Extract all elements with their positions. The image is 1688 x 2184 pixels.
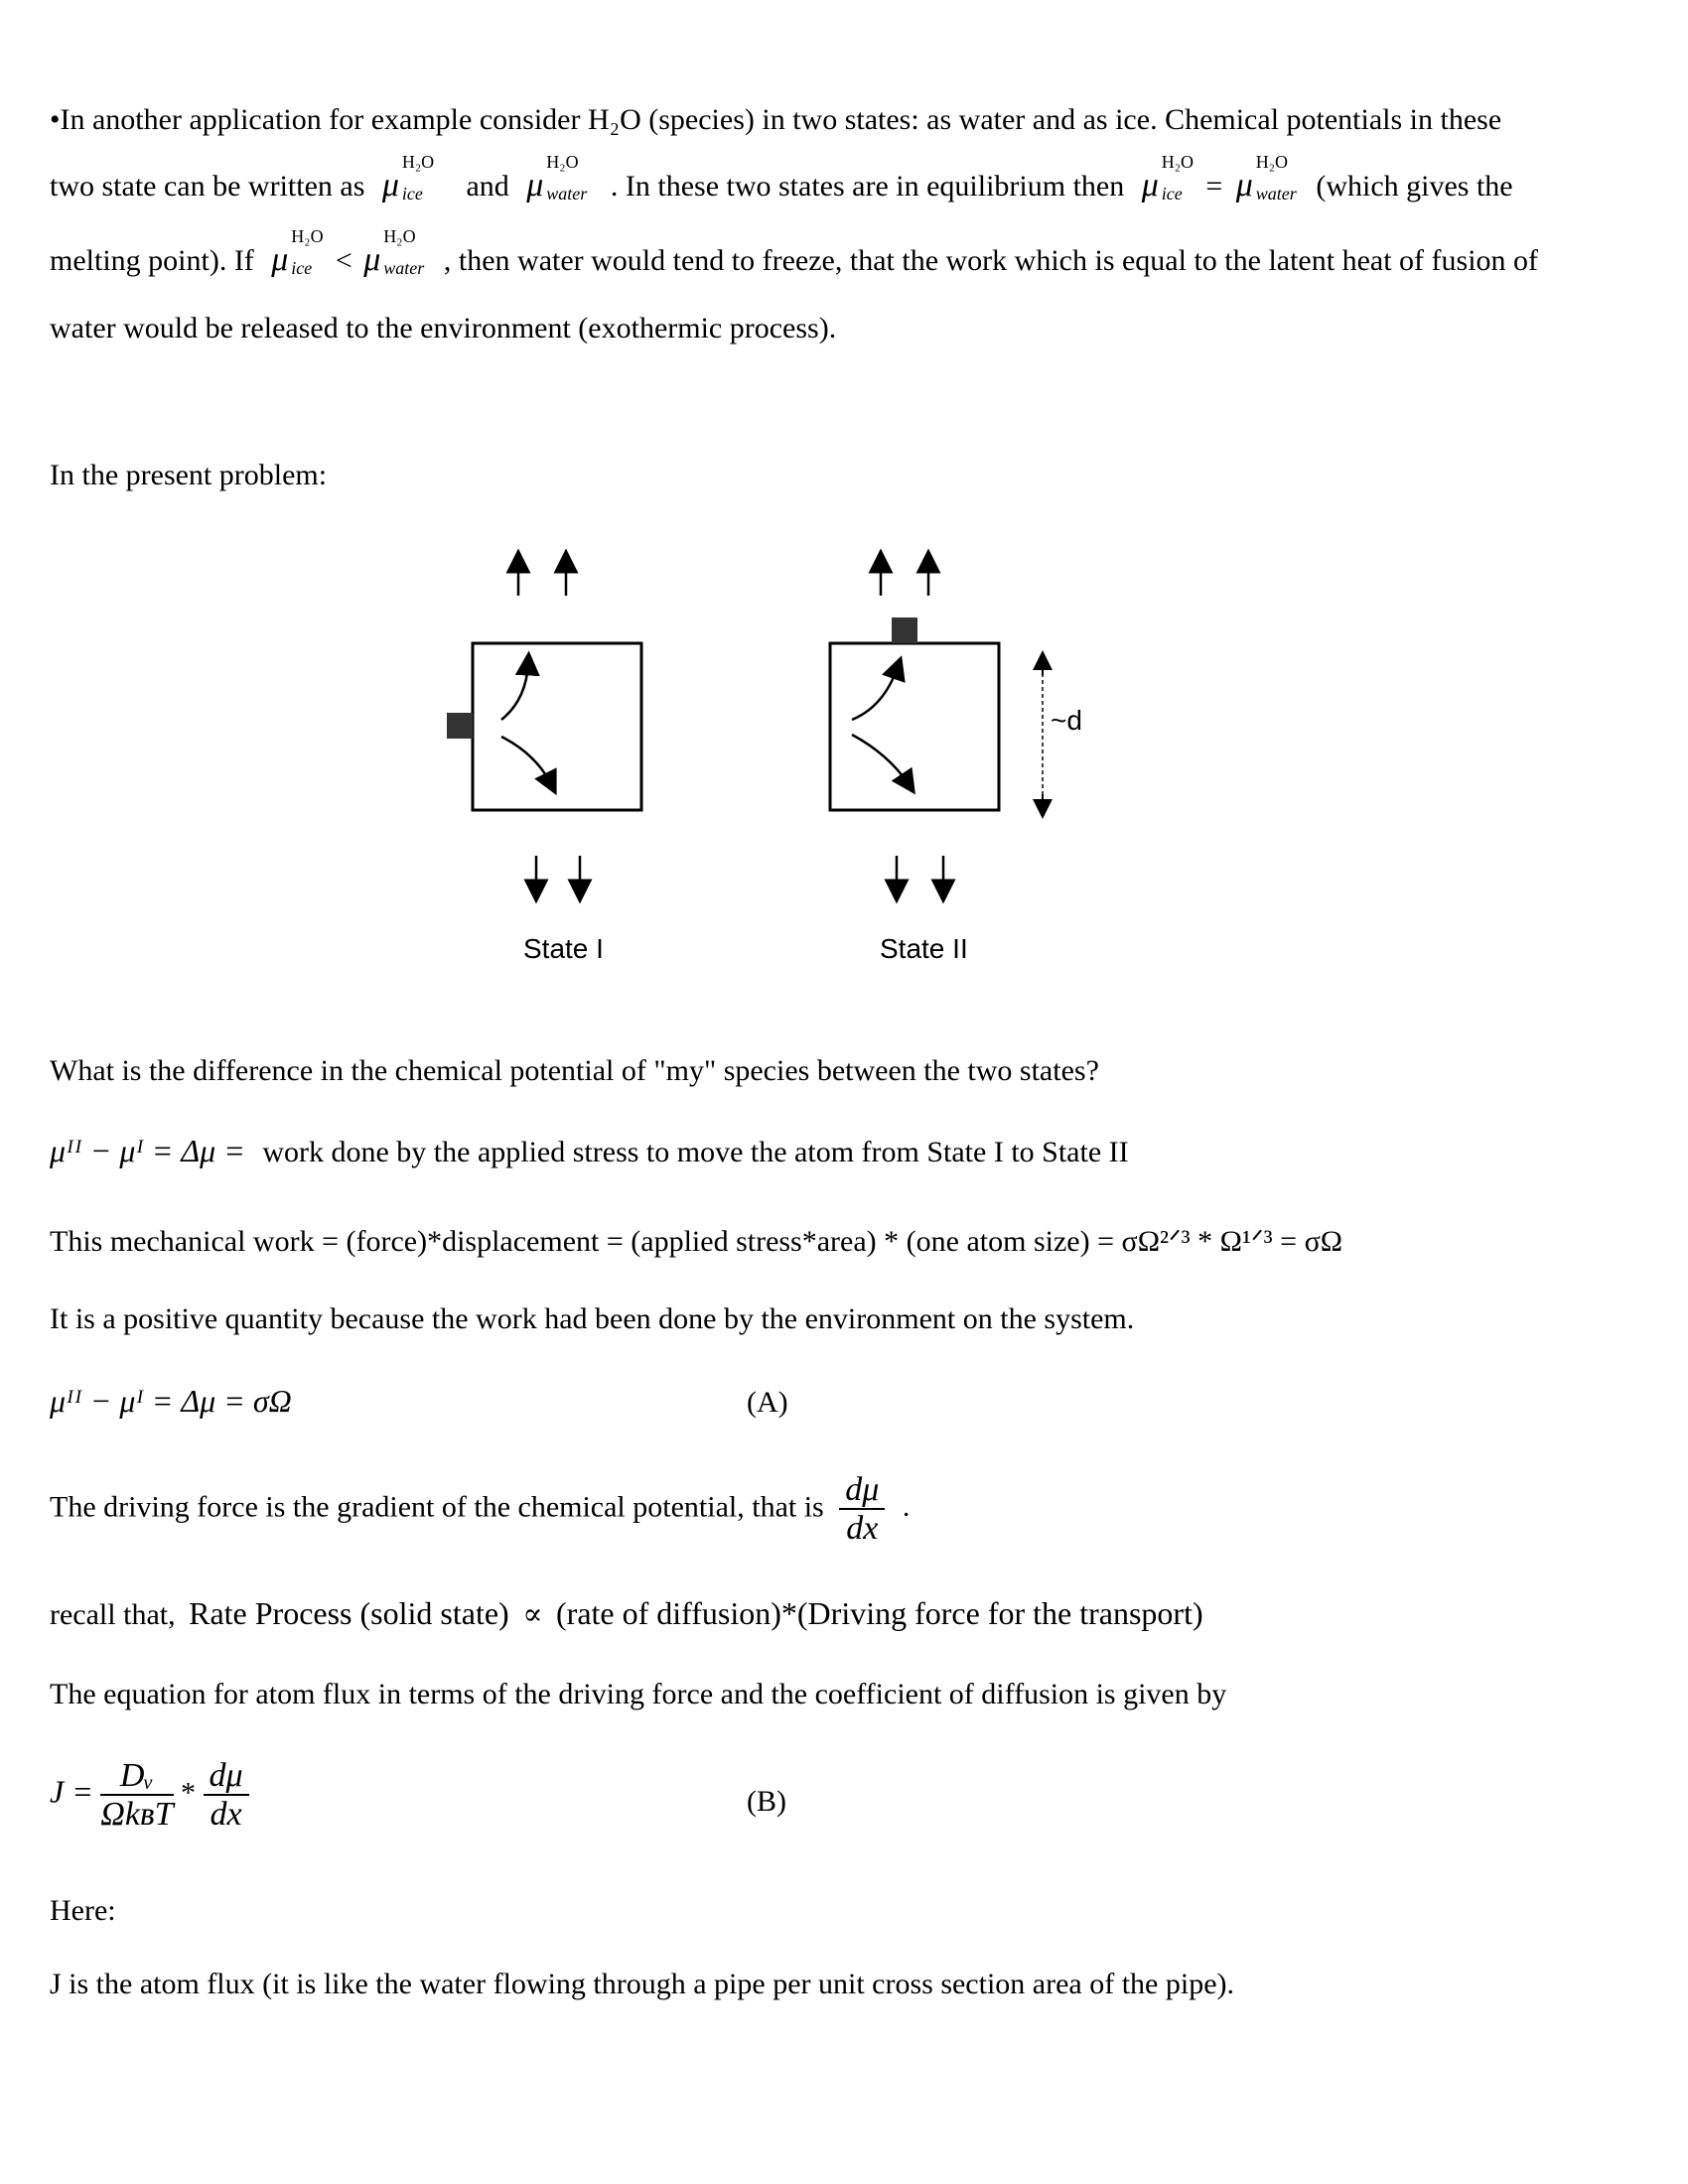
present-problem: In the present problem: — [50, 459, 328, 491]
mu-water-symbol: μ H₂O water — [526, 152, 588, 204]
eqA-tag: (A) — [747, 1386, 788, 1419]
here-label: Here: — [50, 1894, 116, 1927]
driving-text: The driving force is the gradient of the chemical potential, that is — [50, 1490, 824, 1524]
state1-label: State I — [523, 933, 604, 964]
para1-line1: •In another application for example consider H₂O (species) in two states: as water and as ice. Chemical potentials in these — [50, 103, 1502, 136]
curved-arrow-icon — [852, 735, 909, 784]
para1-line3: melting point). If μ H₂O ice < μ H₂O water , then water would tend to freeze, that the work which is equal to the latent heat of fusion of — [50, 226, 1539, 278]
question: What is the difference in the chemical potential of "my" species between the two states? — [50, 1054, 1099, 1087]
positive-line: It is a positive quantity because the work had been done by the environment on the system. — [50, 1302, 1135, 1335]
mu-ice-symbol: μ H₂O ice — [381, 152, 435, 204]
curved-arrow-icon — [501, 663, 528, 720]
curved-arrow-icon — [852, 667, 898, 720]
mu-ice-sub: ice — [401, 184, 423, 204]
eq1-lhs: μᴵᴵ − μᴵ = Δμ = — [50, 1133, 245, 1168]
curved-arrow-icon — [501, 737, 551, 784]
eqA — [50, 1384, 292, 1419]
mu-ice-eq: μ H₂O ice — [1141, 152, 1195, 204]
mu-water-eq: μ H₂O water — [1235, 152, 1297, 204]
state1-box-group — [447, 561, 641, 891]
states-diagram — [0, 0, 1688, 993]
eqB-tag: (B) — [747, 1785, 786, 1818]
driving-line: The driving force is the gradient of the chemical potential, that is $\frac{d\mu}{dx}$ . — [50, 1471, 911, 1548]
eqB: J = $\frac{\text{Dᵥ}}{\text{ΩkʙT}}$ * $\frac{d\mu}{dx}$ — [50, 1757, 249, 1834]
state2-label: State II — [880, 933, 968, 964]
para1-line4: water would be released to the environment (exothermic process). — [50, 312, 837, 344]
mu-species-sup: H₂O — [401, 152, 435, 172]
para1-line2-pre: two state can be written as — [50, 170, 365, 203]
mu-water-lt: μ H₂O water — [363, 226, 425, 278]
atom-square-left — [447, 713, 473, 739]
dmu-dx-fraction: $\frac{d\mu}{dx}$ — [839, 1471, 885, 1548]
jdef: J is the atom flux (it is like the water flowing through a pipe per unit cross section area of the pipe). — [50, 1968, 1235, 2000]
proportional-symbol: ∝ — [522, 1598, 543, 1631]
atom-square-top — [892, 617, 917, 643]
para1-line2-post: (which gives the — [1316, 170, 1513, 203]
work-line — [50, 1225, 1342, 1258]
diffusion-fraction: $\frac{\text{Dᵥ}}{\text{ΩkʙT}}$ — [100, 1757, 174, 1834]
flux-intro: The equation for atom flux in terms of the driving force and the coefficient of diffusion is given by — [50, 1678, 1227, 1710]
eq1-rhs: work done by the applied stress to move the atom from State I to State II — [262, 1136, 1129, 1168]
state1-box — [473, 643, 641, 810]
gradient-fraction: $\frac{d\mu}{dx}$ — [204, 1757, 249, 1834]
work-formula: σΩ²ᐟ³ * Ω¹ᐟ³ = σΩ — [1121, 1225, 1343, 1258]
mu-ice-lt: μ H₂O ice — [271, 226, 324, 278]
work-text: This mechanical work = (force)*displacement = (applied stress*area) * (one atom size) = — [50, 1225, 1115, 1258]
state2-box — [830, 643, 999, 810]
para1-line2-and: and — [466, 170, 509, 203]
equals-sign: = — [1205, 170, 1223, 203]
recall-line: recall that, Rate Process (solid state) ∝ (rate of diffusion)*(Driving force for the transport) — [50, 1595, 1203, 1631]
less-than-sign: < — [335, 244, 352, 277]
para1-line2-mid: . In these two states are in equilibrium then — [610, 170, 1125, 203]
eq1 — [50, 1134, 1129, 1168]
dimension-label: ~d — [1051, 705, 1082, 736]
eqA-formula: μᴵᴵ − μᴵ = Δμ = σΩ — [50, 1383, 292, 1419]
state2-box-group — [830, 561, 1043, 891]
